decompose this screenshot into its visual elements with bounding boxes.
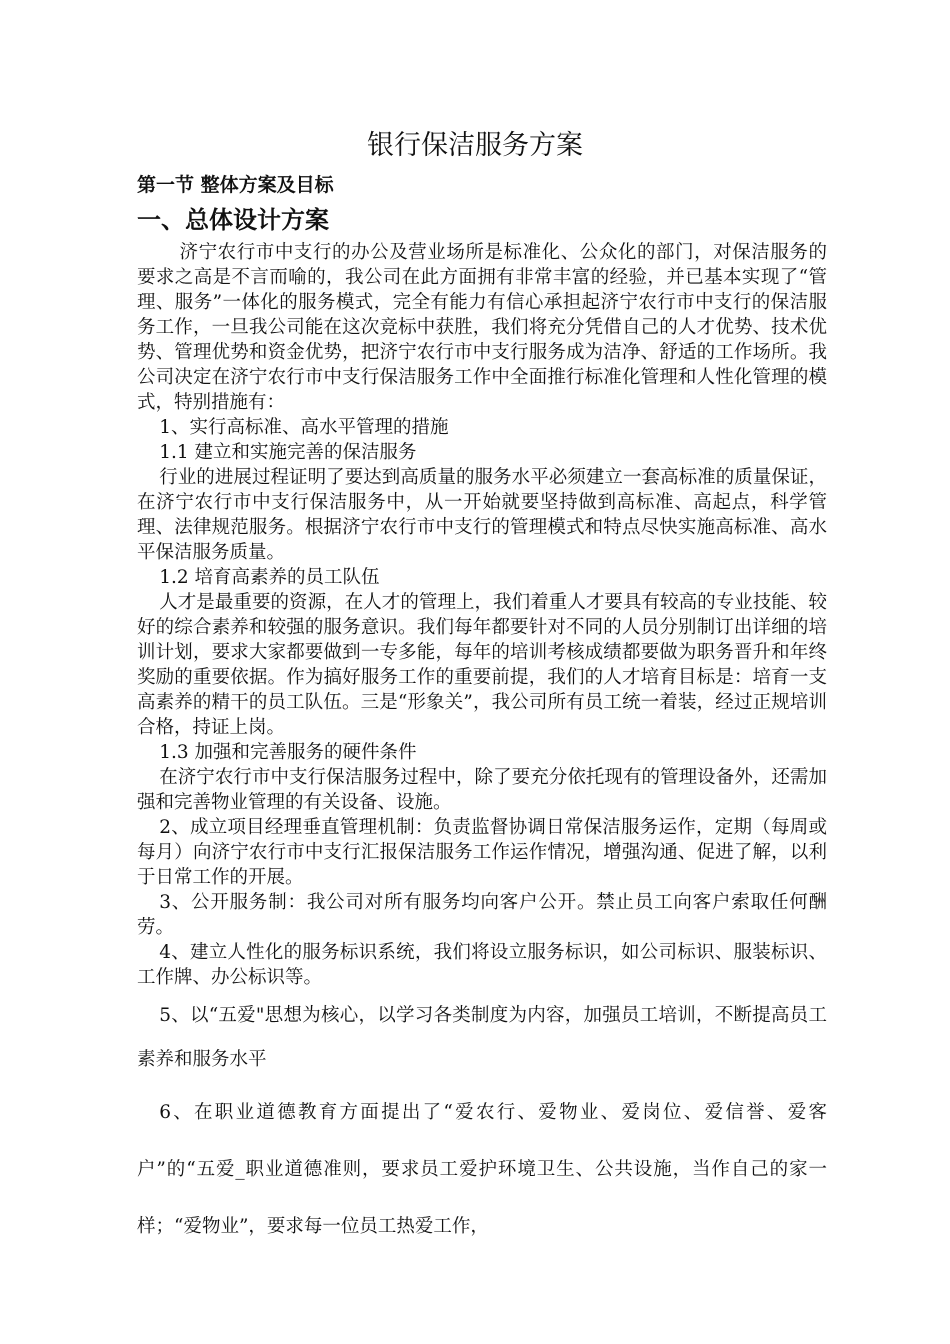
list-item-6: 6、在职业道德教育方面提出了“爱农行、爱物业、爱岗位、爱信誉、爱客户”的“五爱_职业道德准则，要求员工爱护环境卫生、公共设施，当作自己的家一样；“爱物业”，要求每一位员工热爱工作， (137, 1102, 827, 1237)
paragraph-1-1: 行业的进展过程证明了要达到高质量的服务水平必须建立一套高标准的质量保证，在济宁农行市中支行保洁服务中，从一开始就要坚持做到高标准、高起点，科学管理、法律规范服务。根据济宁农行市中支行的管理模式和特点尽快实施高标准、高水平保洁服务质量。 (137, 467, 827, 563)
paragraph-1-3: 在济宁农行市中支行保洁服务过程中，除了要充分依托现有的管理设备外，还需加强和完善物业管理的有关设备、设施。 (137, 767, 827, 813)
document-title: 银行保洁服务方案 (367, 130, 583, 161)
document-body (137, 240, 827, 1255)
paragraph-intro: 济宁农行市中支行的办公及营业场所是标准化、公众化的部门，对保洁服务的要求之高是不言而喻的，我公司在此方面拥有非常丰富的经验，并已基本实现了“管理、服务”一体化的服务模式，完全有能力有信心承担起济宁农行市中支行的保洁服务工作，一旦我公司能在这次竞标中获胜，我们将充分凭借自己的人才优势、技术优势、管理优势和资金优势，把济宁农行市中支行服务成为洁净、舒适的工作场所。我公司决定在济宁农行市中支行保洁服务工作中全面推行标准化管理和人性化管理的模式，特别措施有： (137, 242, 827, 413)
list-item-5: 5、以“五爱"思想为核心，以学习各类制度为内容，加强员工培训，不断提高员工素养和服务水平 (137, 1005, 827, 1070)
subheading-1-1: 1.1 建立和实施完善的保洁服务 (159, 442, 417, 463)
section-heading: 第一节 整体方案及目标 (137, 174, 334, 196)
list-item-3: 3、公开服务制：我公司对所有服务均向客户公开。禁止员工向客户索取任何酬劳。 (137, 892, 827, 938)
list-item-4: 4、建立人性化的服务标识系统，我们将设立服务标识，如公司标识、服装标识、工作牌、办公标识等。 (137, 942, 827, 988)
list-item-2: 2、成立项目经理垂直管理机制：负责监督协调日常保洁服务运作，定期（每周或每月）向济宁农行市中支行汇报保洁服务工作运作情况，增强沟通、促进了解，以利于日常工作的开展。 (137, 817, 827, 888)
list-item-1: 1、实行高标准、高水平管理的措施 (159, 417, 449, 438)
subheading-1-3: 1.3 加强和完善服务的硬件条件 (159, 742, 417, 763)
paragraph-1-2: 人才是最重要的资源，在人才的管理上，我们着重人才要具有较高的专业技能、较好的综合素养和较强的服务意识。我们每年都要针对不同的人员分别制订出详细的培训计划，要求大家都要做到一专多能，每年的培训考核成绩都要做为职务晋升和年终奖励的重要依据。作为搞好服务工作的重要前提，我们的人才培育目标是：培育一支高素养的精干的员工队伍。三是“形象关”，我公司所有员工统一着装，经过正规培训合格，持证上岗。 (137, 592, 827, 738)
subheading-1-2: 1.2 培育高素养的员工队伍 (159, 567, 380, 588)
main-heading: 一、总体设计方案 (137, 206, 329, 234)
